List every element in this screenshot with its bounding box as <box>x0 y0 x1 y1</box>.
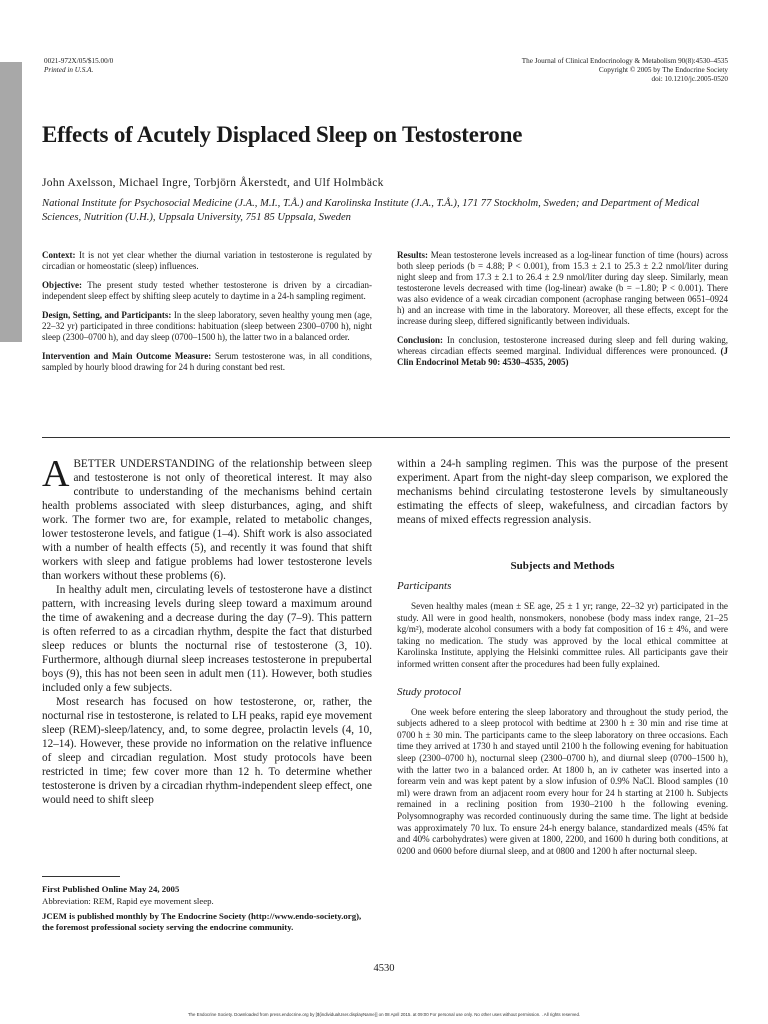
body-right-column <box>397 457 728 857</box>
objective-label: Objective: <box>42 280 82 290</box>
abstract-left-column <box>42 250 372 381</box>
copyright-line: Copyright © 2005 by The Endocrine Society <box>598 66 728 74</box>
abstract-intervention <box>42 351 372 373</box>
intro-paragraph-3: Most research has focused on how testosterone, or, rather, the nocturnal rise in testosterone, is related to LH peaks, rapid eye movement sleep (REM)-sleep/latency, and, to some degree, prolactin levels (4, 10, 12–14). However, these provide no information on the relative influence of sleep and circadian regulation. Most study protocols have been restricted in time; few cover more than 12 h. To determine whether testosterone is driven by a circadian rhythm-independent sleep effect, one would need to shift sleep <box>42 696 372 806</box>
intro-paragraph-2: In healthy adult men, circulating levels of testosterone have a distinct pattern, with increasing levels during sleep toward a maximum around the time of awakening and a decrease during the day (7–9). This pattern is often referred to as a circadian rhythm, despite the fact that disturbed sleep reduces or blunts the nocturnal rise of testosterone (3, 10). Furthermore, although diurnal sleep increases testosterone in prepubertal boys (9), this has not been seen in adult men (11). However, both studies included only a few subjects. <box>42 584 372 694</box>
abstract-context <box>42 250 372 272</box>
side-tab-bar <box>0 62 22 342</box>
download-footer: The Endocrine Society. Downloaded from press.endocrine.org by [${individualUser.displayName}] on 08 April 2015. at 09:00 For personal use only. No other uses without permission. . All rights reserved. <box>187 1012 581 1017</box>
context-label: Context: <box>42 250 76 260</box>
abbreviation-note: Abbreviation: REM, Rapid eye movement sleep. <box>42 896 214 906</box>
abstract-objective <box>42 280 372 302</box>
results-text: Mean testosterone levels increased as a log-linear function of time (hours) across both sleep periods (b = 4.88; P < 0.001), from 15.3 ± 2.1 to 25.3 ± 2.2 nmol/liter during night sleep and from 17.3 ± 2.1 to 26.4 ± 2.9 nmol/liter during day sleep. Similarly, mean testosterone levels decreased with time (log-linear) awake (b = −1.80; P < 0.001). There was also evidence of a weak circadian component (acrophase ranging between 0651–0924 h) and an increase with time in the laboratory. Moreover, all these effects, except for the increase during sleep, differed significantly between individuals. <box>397 250 728 326</box>
header-left <box>44 57 113 75</box>
body-left-column <box>42 453 372 807</box>
author-list: John Axelsson, Michael Ingre, Torbjörn Åkerstedt, and Ulf Holmbäck <box>42 177 384 189</box>
conclusion-label: Conclusion: <box>397 335 444 345</box>
journal-line: The Journal of Clinical Endocrinology & Metabolism 90(8):4530–4535 <box>521 57 728 65</box>
results-label: Results: <box>397 250 428 260</box>
protocol-paragraph: One week before entering the sleep laboratory and throughout the study period, the subjects adhered to a sleep protocol with bedtime at 2300 h ± 30 min and rise time at 0700 h ± 30 min. The participants came to the sleep laboratory on three occasions. Each time they arrived at 1730 h and stayed until 2100 h the following evening for habituation sleep (2300–0700 h), nocturnal sleep (2300–0700 h), and diurnal sleep (0700–1500 h), with the latter two in a balanced order. At 1800 h, an iv catheter was inserted into a forearm vein and was kept patent by a slow infusion of 0.9% NaCl. Blood samples (10 ml) were drawn from an adjacent room every hour for 24 h starting at 2100 h. Subjects remained in a reclining position from 1930–2100 h the following evening. Polysomnography was recorded continuously during the same time. The light at bedside was approximately 70 lux. To ensure 24-h energy balance, standardized meals (45% fat and 40% carbohydrates) were given at 1800, 2200, and 1600 h during both conditions, at 0200 and 0600 before diurnal sleep, and at 0800 and 1200 h after nocturnal sleep. <box>397 706 728 856</box>
abstract-conclusion <box>397 335 728 368</box>
design-text: In the sleep laboratory, seven healthy young men (age, 22–32 yr) participated in three conditions: habituation (sleep between 2300–0700 h), night sleep (2300–0700 h), and day sleep (0700–1500 h), the latter two in a balanced order. <box>42 310 372 342</box>
abstract-results <box>397 250 728 327</box>
printed-line: Printed in U.S.A. <box>44 66 94 74</box>
abstract-divider <box>42 437 730 438</box>
article-title: Effects of Acutely Displaced Sleep on Testosterone <box>42 122 523 147</box>
context-text: It is not yet clear whether the diurnal variation in testosterone is regulated by circadian or homeostatic (sleep) influences. <box>42 250 373 271</box>
abstract-design <box>42 310 372 343</box>
participants-paragraph: Seven healthy males (mean ± SE age, 25 ± 1 yr; range, 22–32 yr) participated in the study. All were in good health, nonsmokers, nonobese (body mass index range, 21–25 kg/m²), moderate alcohol consumers with a body fat composition of 16 ± 4%, and were taking no medication. The study was approved by the local ethical committee at Karolinska Institute, applying the Helsinki committee rules. All participants gave their informed written consent after the procedures had been fully explained. <box>397 601 728 669</box>
conclusion-text: In conclusion, testosterone increased during sleep and fell during waking, whereas circadian effects seemed marginal. Individual differences were pronounced. <box>397 335 728 356</box>
protocol-heading: Study protocol <box>397 685 462 698</box>
issn-line: 0021-972X/05/$15.00/0 <box>44 57 114 65</box>
participants-heading: Participants <box>397 580 452 592</box>
drop-cap: A <box>42 453 70 495</box>
jcem-notice: JCEM is published monthly by The Endocrine Society (http://www.endo-society.org), the foremost professional society serving the endocrine community. <box>42 911 362 932</box>
design-label: Design, Setting, and Participants: <box>42 310 172 320</box>
intro-paragraph-1 <box>42 453 372 583</box>
page-number: 4530 <box>373 963 395 974</box>
first-published: First Published Online May 24, 2005 <box>42 884 180 894</box>
intro-paragraph-1-text: BETTER UNDERSTANDING of the relationship between sleep and testosterone is not only of theoretical interest. It may also contribute to understanding of the mechanisms behind certain health problems associated with sleep disturbances, aging, and shift work. The former two are, for example, related to metabolic changes, lower testosterone levels, and fatigue (1–4). Shift work is also associated with a number of health effects (5), and recently it was found that shift workers with sleep and fatigue problems had lower testosterone levels than workers without these problems (6). <box>42 458 372 582</box>
section-heading: Subjects and Methods <box>510 560 615 572</box>
header-right <box>522 57 728 84</box>
protocol-block <box>397 707 728 858</box>
footnote-divider <box>42 876 120 877</box>
intervention-text: Serum testosterone was, in all conditions, sampled by hourly blood drawing for 24 h during constant bed rest. <box>42 351 372 372</box>
citation: (J Clin Endocrinol Metab 90: 4530–4535, 2005) <box>397 346 728 367</box>
objective-text: The present study tested whether testosterone is driven by a circadian-independent sleep effect by shifting sleep acutely to daytime in a 24-h sampling regiment. <box>42 280 372 301</box>
footnotes <box>42 884 372 937</box>
abstract-right-column <box>397 250 728 376</box>
intervention-label: Intervention and Main Outcome Measure: <box>42 351 212 361</box>
doi-line: doi: 10.1210/jc.2005-0520 <box>651 75 728 83</box>
intro-continuation: within a 24-h sampling regimen. This was the purpose of the present experiment. Apart from the night-day sleep comparison, we explored the mechanisms behind circulating testosterone levels by simultaneously estimating the effects of sleep, wakefulness, and circadian factors by means of mixed effects regression analysis. <box>397 458 728 526</box>
participants-block <box>397 601 728 671</box>
affiliations: National Institute for Psychosocial Medicine (J.A., M.I., T.Å.) and Karolinska Institute (J.A., T.Å.), 171 77 Stockholm, Sweden; and Department of Medical Sciences, Nutrition (U.H.), Uppsala University, 751 85 Uppsala, Sweden <box>42 198 700 223</box>
